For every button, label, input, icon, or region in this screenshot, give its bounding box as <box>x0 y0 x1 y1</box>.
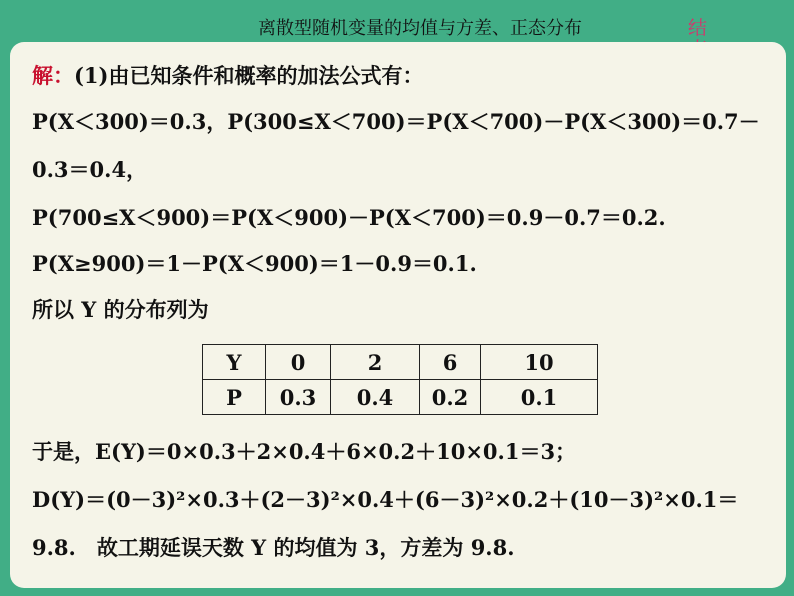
table-cell: 0.1 <box>481 380 598 415</box>
table-cell: 0 <box>266 345 331 380</box>
solution-line-4: P(700≤X＜900)＝P(X＜900)－P(X＜700)＝0.9－0.7＝0.2. <box>32 205 666 230</box>
table-row <box>203 345 598 380</box>
solution-intro: (1)由已知条件和概率的加法公式有： <box>74 63 424 88</box>
solution-line-7: 于是，E(Y)＝0×0.3＋2×0.4＋6×0.2＋10×0.1＝3； <box>32 439 577 464</box>
table-cell: 0.4 <box>331 380 420 415</box>
solution-label: 解： <box>32 63 74 88</box>
solution-line-8: D(Y)＝(0－3)²×0.3＋(2－3)²×0.4＋(6－3)²×0.2＋(10－3)²×0.1＝ <box>32 487 739 512</box>
table-cell: 10 <box>481 345 598 380</box>
table-cell: 6 <box>420 345 481 380</box>
table-cell: Y <box>203 345 266 380</box>
solution-line-2: P(X＜300)＝0.3，P(300≤X＜700)＝P(X＜700)－P(X＜300)＝0.7－ <box>32 109 760 134</box>
solution-line-1 <box>32 60 423 90</box>
top-bar <box>0 0 794 40</box>
solution-line-9: 9.8. 故工期延误天数 Y 的均值为 3，方差为 9.8. <box>32 535 515 560</box>
end-button-char-1: 结 <box>688 17 708 39</box>
solution-line-6: 所以 Y 的分布列为 <box>32 297 209 322</box>
content-panel <box>10 42 786 588</box>
table-cell: P <box>203 380 266 415</box>
page-title: 离散型随机变量的均值与方差、正态分布 <box>258 18 582 39</box>
table-row <box>203 380 598 415</box>
solution-line-3: 0.3＝0.4， <box>32 157 148 182</box>
table-cell: 0.2 <box>420 380 481 415</box>
solution-line-5: P(X≥900)＝1－P(X＜900)＝1－0.9＝0.1. <box>32 251 477 276</box>
table-cell: 2 <box>331 345 420 380</box>
distribution-table <box>202 344 598 415</box>
table-cell: 0.3 <box>266 380 331 415</box>
